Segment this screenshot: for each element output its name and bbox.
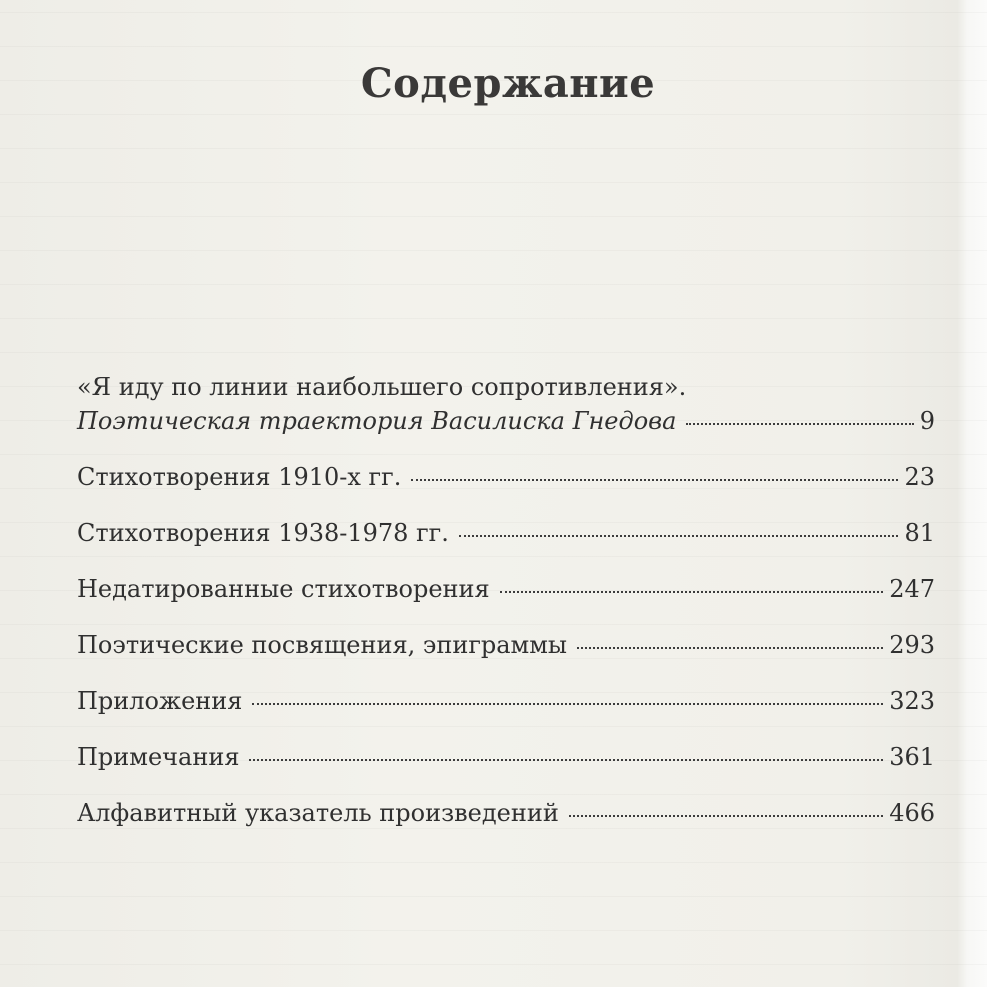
toc-entry-title: Примечания	[77, 743, 240, 771]
toc-page-number: 81	[904, 519, 935, 547]
toc-entry-appendices[interactable]	[77, 684, 935, 740]
dot-leader	[500, 591, 884, 593]
toc-entry-heading-line	[77, 370, 935, 404]
dot-leader	[459, 535, 899, 537]
toc-entry-undated-poems[interactable]	[77, 572, 935, 628]
toc-page-number: 247	[889, 575, 935, 603]
toc-entry-introduction[interactable]	[77, 370, 935, 438]
toc-entry-title: Недатированные стихотворения	[77, 575, 490, 603]
toc-page-number: 323	[889, 687, 935, 715]
dot-leader	[577, 647, 883, 649]
toc-entry-heading: «Я иду по линии наибольшего сопротивления».	[77, 373, 687, 401]
toc-entry-poems-1910s[interactable]	[77, 460, 935, 516]
dot-leader	[686, 423, 913, 425]
toc-entry-poems-1938-1978[interactable]	[77, 516, 935, 572]
table-of-contents	[77, 370, 935, 852]
dot-leader	[411, 479, 898, 481]
toc-entry-subtitle: Поэтическая траектория Василиска Гнедова	[77, 407, 677, 435]
toc-entry-title: Приложения	[77, 687, 243, 715]
toc-entry-title: Стихотворения 1910-х гг.	[77, 463, 402, 491]
toc-entry-title: Алфавитный указатель произведений	[77, 799, 559, 827]
toc-entry-title: Стихотворения 1938-1978 гг.	[77, 519, 449, 547]
toc-entry-notes[interactable]	[77, 740, 935, 796]
toc-entry-title: Поэтические посвящения, эпиграммы	[77, 631, 567, 659]
dot-leader	[252, 703, 883, 705]
toc-entry-subtitle-line	[77, 404, 935, 438]
toc-entry-dedications-epigrams[interactable]	[77, 628, 935, 684]
toc-entry-alphabetical-index[interactable]	[77, 796, 935, 852]
dot-leader	[249, 759, 883, 761]
toc-page-number: 9	[919, 407, 935, 435]
page-title: Содержание	[360, 60, 656, 107]
toc-page-number: 361	[889, 743, 935, 771]
toc-page-number: 23	[904, 463, 935, 491]
dot-leader	[569, 815, 883, 817]
toc-page-number: 293	[889, 631, 935, 659]
toc-page-number: 466	[889, 799, 935, 827]
